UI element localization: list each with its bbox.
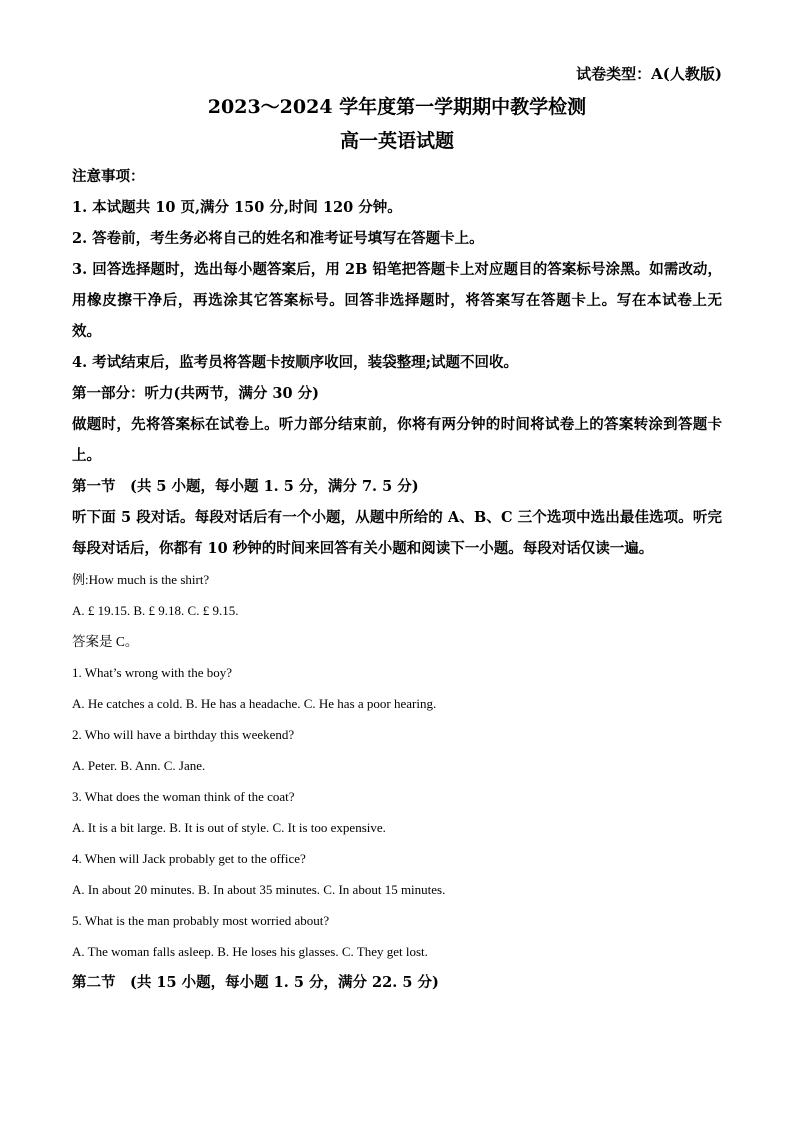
note-item-3: 3. 回答选择题时，选出每小题答案后，用 2B 铅笔把答题卡上对应题目的答案标号涂黑。如需改动，用橡皮擦干净后，再选涂其它答案标号。回答非选择题时，将答案写在答题卡上。写在本试卷上无效。	[72, 261, 722, 340]
question-options: A. In about 20 minutes. B. In about 35 minutes. C. In about 15 minutes.	[72, 882, 446, 897]
question-4	[72, 843, 722, 905]
paper-type-label: 试卷类型：A(人教版)	[576, 65, 722, 83]
question-3	[72, 781, 722, 843]
question-options: A. He catches a cold. B. He has a headache. C. He has a poor hearing.	[72, 696, 437, 711]
part-one-block	[72, 378, 722, 471]
question-stem: 1. What’s wrong with the boy?	[72, 665, 233, 680]
section-one-heading: 第一节 (共 5 小题，每小题 1. 5 分，满分 7. 5 分)	[72, 478, 419, 495]
section-two-block	[72, 967, 722, 998]
question-stem: 4. When will Jack probably get to the office?	[72, 851, 306, 866]
question-stem: 5. What is the man probably most worried about?	[72, 913, 330, 928]
question-options: A. It is a bit large. B. It is out of style. C. It is too expensive.	[72, 820, 386, 835]
note-item-4: 4. 考试结束后，监考员将答题卡按顺序收回，装袋整理;试题不回收。	[72, 354, 519, 371]
note-item-1: 1. 本试题共 10 页,满分 150 分,时间 120 分钟。	[72, 199, 402, 216]
example-answer: 答案是 C。	[72, 634, 139, 649]
question-5	[72, 905, 722, 967]
exam-title: 2023～2024 学年度第一学期期中教学检测	[207, 96, 587, 118]
question-options: A. The woman falls asleep. B. He loses his glasses. C. They get lost.	[72, 944, 428, 959]
notes-block	[72, 161, 722, 378]
question-1	[72, 657, 722, 719]
notes-title: 注意事项：	[72, 168, 145, 185]
question-2	[72, 719, 722, 781]
exam-subtitle: 高一英语试题	[339, 130, 454, 152]
section-two-heading: 第二节 (共 15 小题，每小题 1. 5 分，满分 22. 5 分)	[72, 974, 439, 991]
question-options: A. Peter. B. Ann. C. Jane.	[72, 758, 206, 773]
example-options: A. £ 19.15. B. £ 9.18. C. £ 9.15.	[72, 603, 239, 618]
question-stem: 3. What does the woman think of the coat?	[72, 789, 295, 804]
part-one-heading: 第一部分：听力(共两节，满分 30 分)	[72, 385, 319, 402]
section-one-block	[72, 471, 722, 967]
note-item-2: 2. 答卷前，考生务必将自己的姓名和准考证号填写在答题卡上。	[72, 230, 484, 247]
part-one-instruction: 做题时，先将答案标在试卷上。听力部分结束前，你将有两分钟的时间将试卷上的答案转涂到答题卡上。	[72, 416, 722, 464]
section-one-instruction: 听下面 5 段对话。每段对话后有一个小题，从题中所给的 A、B、C 三个选项中选出最佳选项。听完每段对话后，你都有 10 秒钟的时间来回答有关小题和阅读下一小题。每段对话仅读一遍。	[72, 509, 722, 557]
example-question: 例:How much is the shirt?	[72, 572, 210, 587]
question-stem: 2. Who will have a birthday this weekend?	[72, 727, 295, 742]
